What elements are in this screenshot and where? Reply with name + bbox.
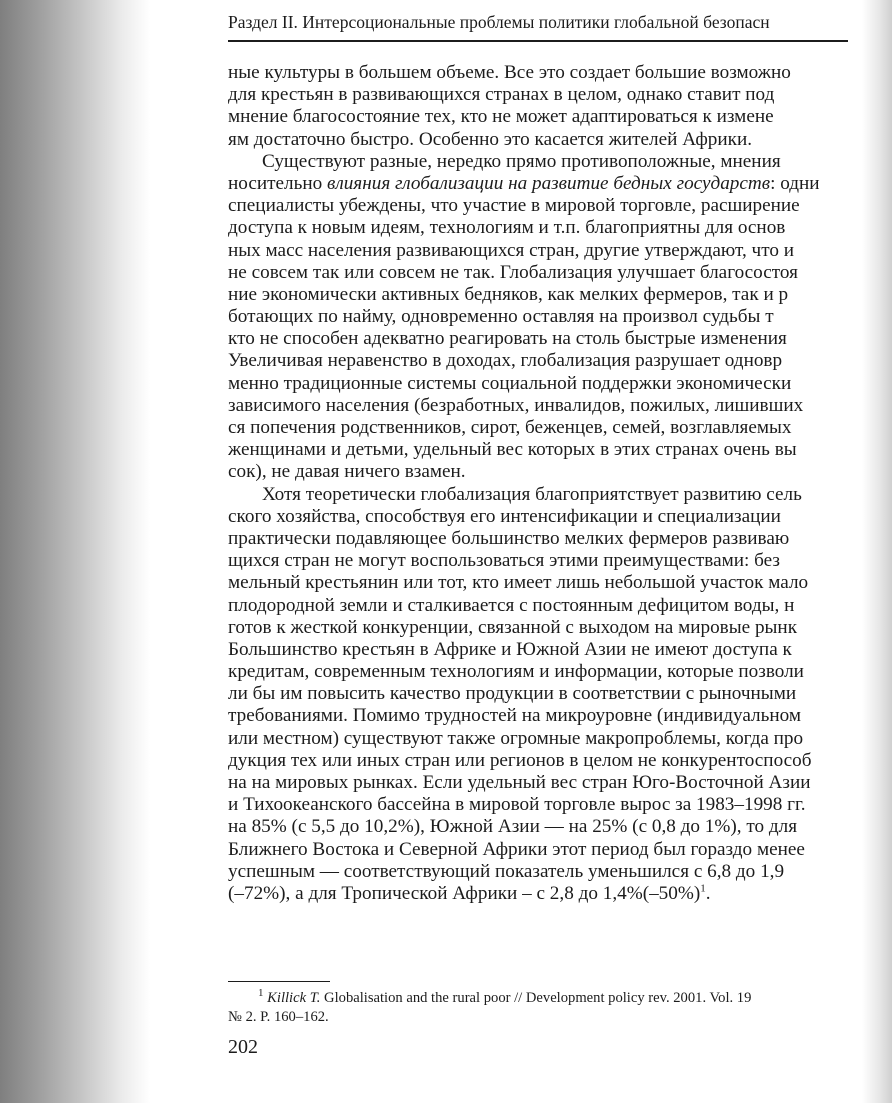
text-line: ботающих по найму, одновременно оставляя на произвол судьбы т [228, 306, 774, 328]
text-line: и Тихоокеанского бассейна в мировой торговле вырос за 1983–1998 гг. [228, 794, 806, 816]
text-span: носительно [228, 172, 328, 194]
text-line: требованиями. Помимо трудностей на микроуровне (индивидуальном [228, 705, 801, 727]
text-line: ся попечения родственников, сирот, беженцев, семей, возглавляемых [228, 417, 792, 438]
text-line: Большинство крестьян в Африке и Южной Азии не имеют доступа к [228, 638, 792, 660]
paragraph-1 [228, 62, 854, 151]
text-line: кто не способен адекватно реагировать на столь быстрые изменения [228, 328, 787, 350]
text-line: Существуют разные, нередко прямо противоположные, мнения [262, 150, 781, 172]
text-line: на на мировых рынках. Если удельный вес стран Юго-Восточной Азии [228, 772, 811, 793]
text-line: ям достаточно быстро. Особенно это касается жителей Африки. [228, 128, 753, 150]
text-span: . [705, 882, 711, 904]
footnote-rule [228, 981, 330, 982]
text-line: специалисты убеждены, что участие в мировой торговле, расширение [228, 195, 800, 217]
footnote-author: Killick T. [267, 990, 321, 1006]
text-line: женщинами и детьми, удельный вес которых в этих странах очень вы [228, 439, 797, 461]
header-rule [228, 40, 848, 42]
page-number: 202 [228, 1036, 258, 1058]
text-line: зависимого населения (безработных, инвалидов, пожилых, лишивших [228, 394, 804, 416]
footnote-line [228, 989, 854, 1008]
text-line: для крестьян в развивающихся странах в целом, однако ставит под [228, 84, 775, 106]
text-line: дукция тех или иных стран или регионов в целом не конкурентоспособ [228, 749, 812, 771]
book-gutter-shadow [0, 0, 150, 1103]
text-line: на 85% (с 5,5 до 10,2%), Южной Азии — на 25% (с 0,8 до 1%), то для [228, 816, 798, 838]
text-line: щихся стран не могут воспользоваться этими преимуществами: без [228, 550, 780, 572]
text-span: : одни [770, 172, 820, 194]
text-line: ли бы им повысить качество продукции в соответствии с рыночными [228, 683, 797, 705]
running-header: Раздел II. Интерсоциональные проблемы политики глобальной безопасн [228, 12, 770, 32]
text-line: доступа к новым идеям, технологиям и т.п. благоприятны для основ [228, 217, 786, 239]
text-line: Увеличивая неравенство в доходах, глобализация разрушает одновр [228, 350, 783, 372]
text-line: Хотя теоретически глобализация благоприятствует развитию сель [262, 483, 802, 505]
text-line: ние экономически активных бедняков, как мелких фермеров, так и р [228, 283, 789, 305]
text-line: мельный крестьянин или тот, кто имеет лишь небольшой участок мало [228, 572, 809, 594]
text-line [228, 173, 854, 195]
text-line: сок), не давая ничего взамен. [228, 461, 466, 483]
text-line: Ближнего Востока и Северной Африки этот период был гораздо менее [228, 838, 805, 860]
text-line: ского хозяйства, способствуя его интенсификации и специализации [228, 505, 781, 527]
footnote-marker: 1 [258, 989, 264, 1000]
page-edge-shadow [862, 0, 892, 1103]
text-line: готов к жесткой конкуренции, связанной с выходом на мировые рынк [228, 616, 798, 638]
text-span: (–72%), а для Тропической Африки – с 2,8 до 1,4%(–50%) [228, 882, 701, 904]
text-line: ных масс населения развивающихся стран, другие утверждают, что и [228, 239, 794, 261]
text-line: не совсем так или совсем не так. Глобализация улучшает благосостоя [228, 261, 798, 283]
footnote-line: № 2. P. 160–162. [228, 1009, 329, 1025]
footnote-text: Globalisation and the rural poor // Development policy rev. 2001. Vol. 19 [320, 990, 752, 1006]
text-line: мнение благосостояние тех, кто не может адаптироваться к измене [228, 106, 774, 128]
text-line: ные культуры в большем объеме. Все это создает большие возможно [228, 62, 791, 83]
text-line: или местном) существуют также огромные макропроблемы, когда про [228, 727, 804, 749]
text-line: плодородной земли и сталкивается с постоянным дефицитом воды, н [228, 594, 795, 616]
text-line: практически подавляющее большинство мелких фермеров развиваю [228, 527, 790, 549]
text-line [228, 883, 854, 905]
text-line: успешным — соответствующий показатель уменьшился с 6,8 до 1,9 [228, 860, 785, 882]
paragraph-3 [228, 484, 854, 906]
emphasis-text: влияния глобализации на развитие бедных государств [327, 172, 771, 194]
text-line: кредитам, современным технологиям и информации, которые позволи [228, 661, 804, 683]
footnote-reference: 1 [700, 882, 706, 895]
footnote [228, 989, 854, 1027]
text-line: менно традиционные системы социальной поддержки экономически [228, 372, 792, 394]
body-text [228, 62, 854, 905]
paragraph-2 [228, 151, 854, 484]
